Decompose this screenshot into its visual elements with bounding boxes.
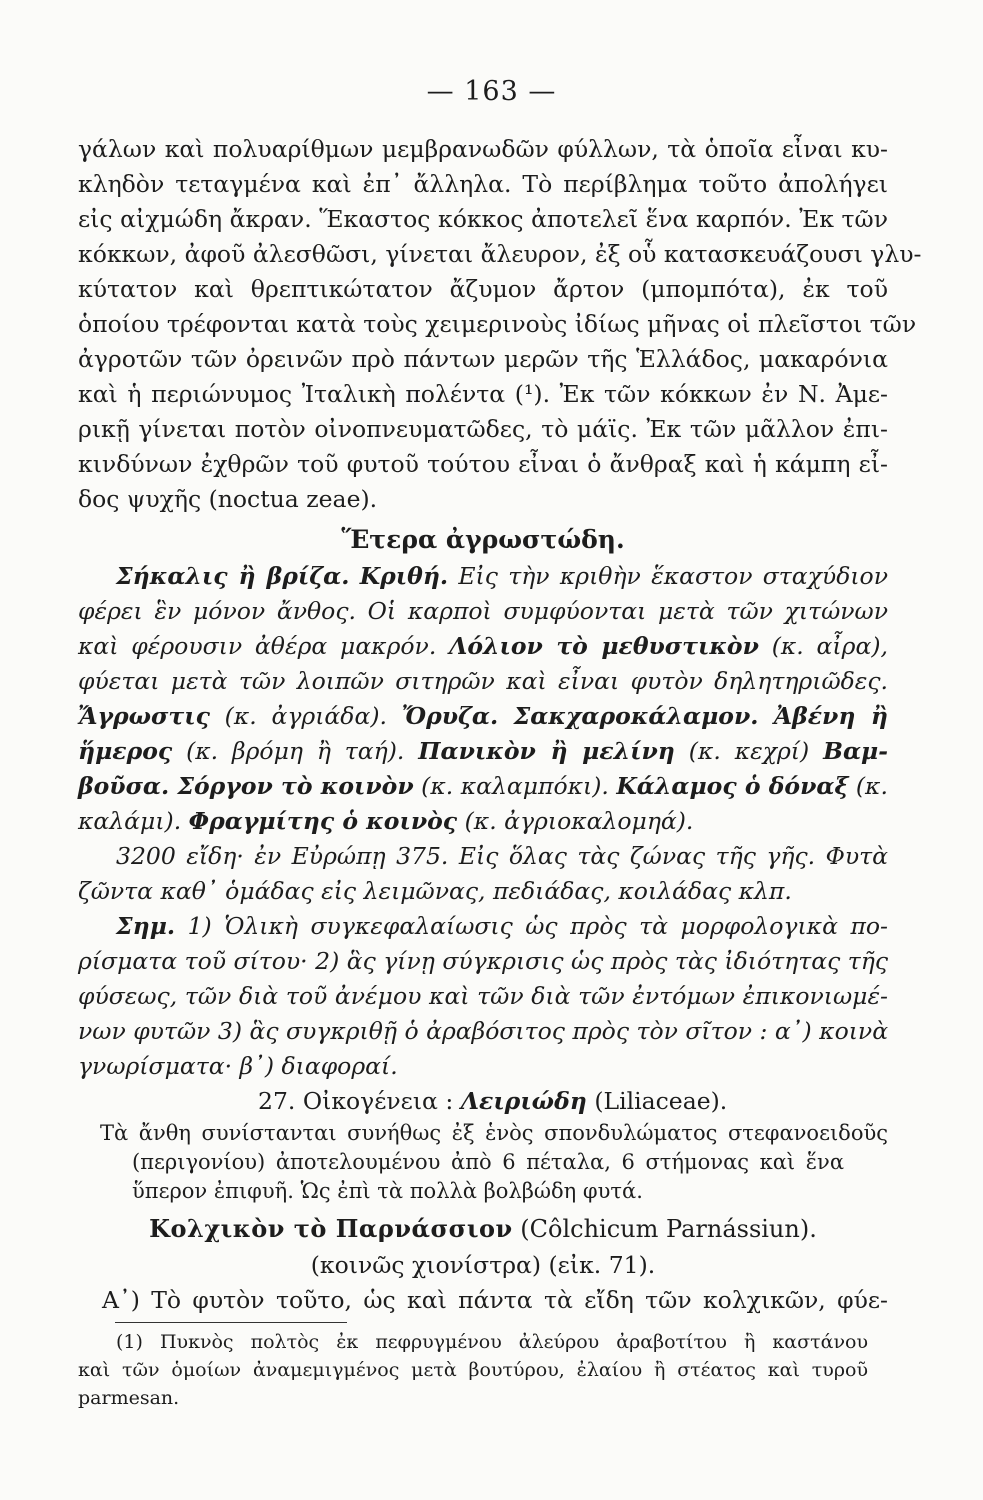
note-line: νων φυτῶν 3) ἃς συγκριθῇ ὁ ἀραβόσιτος πρὸς τὸν σῖτον : α᾽) κοινὰ <box>78 1017 889 1045</box>
species-text: καὶ φέρουσιν ἀθέρα μακρόν. <box>78 632 437 660</box>
species-text: (κ. αἶρα), <box>771 632 888 660</box>
text-line: κόκκων, ἀφοῦ ἀλεσθῶσι, γίνεται ἄλευρον, ἐξ οὗ κατασκευάζουσι γλυ- <box>78 240 922 268</box>
footnote-rule <box>115 1322 347 1323</box>
species-name: Κριθή. <box>359 562 449 590</box>
species-name: Κάλαμος ὁ δόναξ <box>616 772 849 800</box>
colchicum-title <box>78 1210 888 1248</box>
family-line <box>78 1084 888 1119</box>
footnote-line: καὶ τῶν ὁμοίων ἀναμεμιγμένος μετὰ βουτύρου, ἐλαίου ἢ στέατος καὶ τυροῦ <box>78 1359 868 1381</box>
note-line: γνωρίσματα· β᾽) διαφοραί. <box>78 1052 398 1080</box>
text-line: ρικῇ γίνεται ποτὸν οἰνοπνευματῶδες, τὸ μάϊς. Ἐκ τῶν μᾶλλον ἐπι- <box>78 415 888 443</box>
family-desc-line: ὕπερον ἐπιφυῆ. Ὡς ἐπὶ τὰ πολλὰ βολβώδη φυτά. <box>132 1179 643 1203</box>
text-line: Α᾽) Τὸ φυτὸν τοῦτο, ὡς καὶ πάντα τὰ εἴδη τῶν κολχικῶν, φύε- <box>102 1286 888 1314</box>
species-text: (κ. ἀγριοκαλομηά). <box>464 807 694 835</box>
species-text: καλάμι). <box>78 807 182 835</box>
species-name: Ὄρυζα. Σακχαροκάλαμον. Ἀβένη ἢ <box>401 702 888 730</box>
note-line: ρίσματα τοῦ σίτου· 2) ἃς γίνῃ σύγκρισις ὡς πρὸς τὰς ἰδιότητας τῆς <box>78 947 888 975</box>
species-line: 3200 εἴδη· ἐν Εὐρώπῃ 375. Εἰς ὅλας τὰς ζώνας τῆς γῆς. Φυτὰ <box>116 842 888 870</box>
text-line: κινδύνων ἐχθρῶν τοῦ φυτοῦ τούτου εἶναι ὁ ἄνθραξ καὶ ἡ κάμπη εἶ- <box>78 450 888 478</box>
species-line <box>78 804 888 839</box>
species-text: Εἰς τὴν κριθὴν ἕκαστον σταχύδιον <box>458 562 888 590</box>
family-latin: (Liliaceae). <box>594 1087 728 1115</box>
colchicum-common: (κοινῶς χιονίστρα) (εἰκ. 71). <box>310 1251 656 1279</box>
text-line: καὶ ἡ περιώνυμος Ἰταλικὴ πολέντα (¹). Ἐκ τῶν κόκκων ἐν Ν. Ἀμε- <box>78 380 888 408</box>
species-line <box>78 734 888 769</box>
page-number: — 163 — <box>426 76 557 107</box>
species-line <box>78 629 888 664</box>
species-line: ζῶντα καθ᾽ ὁμάδας εἰς λειμῶνας, πεδιάδας, κοιλάδας κλπ. <box>78 877 792 905</box>
species-text: (κ. ἀγριάδα). <box>224 702 387 730</box>
text-line: γάλων καὶ πολυαρίθμων μεμβρανωδῶν φύλλων, τὰ ὁποῖα εἶναι κυ- <box>78 135 888 163</box>
species-name: Βαμ- <box>823 737 888 765</box>
text-line: δος ψυχῆς (noctua zeae). <box>78 485 378 513</box>
species-line: φύεται μετὰ τῶν λοιπῶν σιτηρῶν καὶ εἶναι φυτὸν δηλητηριῶδες. <box>78 667 888 695</box>
species-name: Λόλιον τὸ μεθυστικὸν <box>449 632 759 660</box>
species-text: (κ. <box>855 772 888 800</box>
text-line: ἀγροτῶν τῶν ὀρεινῶν πρὸ πάντων μερῶν τῆς Ἑλλάδος, μακαρόνια <box>78 345 888 373</box>
species-text: (κ. καλαμπόκι). <box>421 772 609 800</box>
text-line: κληδὸν τεταγμένα καὶ ἐπ᾽ ἄλληλα. Τὸ περίβλημα τοῦτο ἀπολήγει <box>78 170 888 198</box>
species-text: (κ. κεχρί) <box>688 737 810 765</box>
species-line <box>78 699 888 734</box>
family-desc-line: Τὰ ἄνθη συνίστανται συνήθως ἐξ ἑνὸς σπονδυλώματος στεφανοειδοῦς <box>100 1121 888 1145</box>
species-line: φέρει ἓν μόνον ἄνθος. Οἱ καρποὶ συμφύονται μετὰ τῶν χιτώνων <box>78 597 888 625</box>
note-label: Σημ. <box>116 912 176 940</box>
colchicum-latin: (Côlchicum Parnássiun). <box>520 1215 817 1243</box>
text-line: κύτατον καὶ θρεπτικώτατον ἄζυμον ἄρτον (μπομπότα), ἐκ τοῦ <box>78 275 888 303</box>
species-line <box>78 559 888 594</box>
family-label: 27. Οἰκογένεια : <box>258 1087 454 1115</box>
note-line: φύσεως, τῶν διὰ τοῦ ἀνέμου καὶ τῶν διὰ τῶν ἐντόμων ἐπικονιωμέ- <box>78 982 888 1010</box>
species-line <box>78 769 888 804</box>
species-name: Σήκαλις ἢ βρίζα. <box>116 562 350 590</box>
footnote-line: parmesan. <box>78 1387 180 1409</box>
species-name: Ἄγρωστις <box>78 702 210 730</box>
text-line: εἰς αἰχμώδη ἄκραν. Ἕκαστος κόκκος ἀποτελεῖ ἕνα καρπόν. Ἐκ τῶν <box>78 205 888 233</box>
colchicum-name: Κολχικὸν τὸ Παρνάσσιον <box>149 1214 513 1243</box>
species-name: Πανικὸν ἢ μελίνη <box>418 737 675 765</box>
main-text <box>78 132 922 1318</box>
footnote-line: (1) Πυκνὸς πολτὸς ἐκ πεφρυγμένου ἀλεύρου ἀραβοτίτου ἢ καστάνου <box>116 1331 868 1353</box>
text-line: ὁποίου τρέφονται κατὰ τοὺς χειμερινοὺς ἰδίως μῆνας οἱ πλεῖστοι τῶν <box>78 310 917 338</box>
species-name: βοῦσα. Σόργον τὸ κοινὸν <box>78 772 414 800</box>
family-name: Λειριώδη <box>460 1087 587 1115</box>
note-text: 1) Ὁλικὴ συγκεφαλαίωσις ὡς πρὸς τὰ μορφολογικὰ πο- <box>187 912 888 940</box>
note-line <box>78 909 888 944</box>
species-name: Φραγμίτης ὁ κοινὸς <box>188 807 458 835</box>
species-text: (κ. βρόμη ἢ ταή). <box>186 737 405 765</box>
section-heading: Ἕτερα ἀγρωστώδη. <box>341 525 625 554</box>
species-name: ἥμερος <box>78 737 173 765</box>
footnote <box>78 1328 868 1412</box>
family-desc-line: (περιγονίου) ἀποτελουμένου ἀπὸ 6 πέταλα, 6 στήμονας καὶ ἕνα <box>132 1150 844 1174</box>
